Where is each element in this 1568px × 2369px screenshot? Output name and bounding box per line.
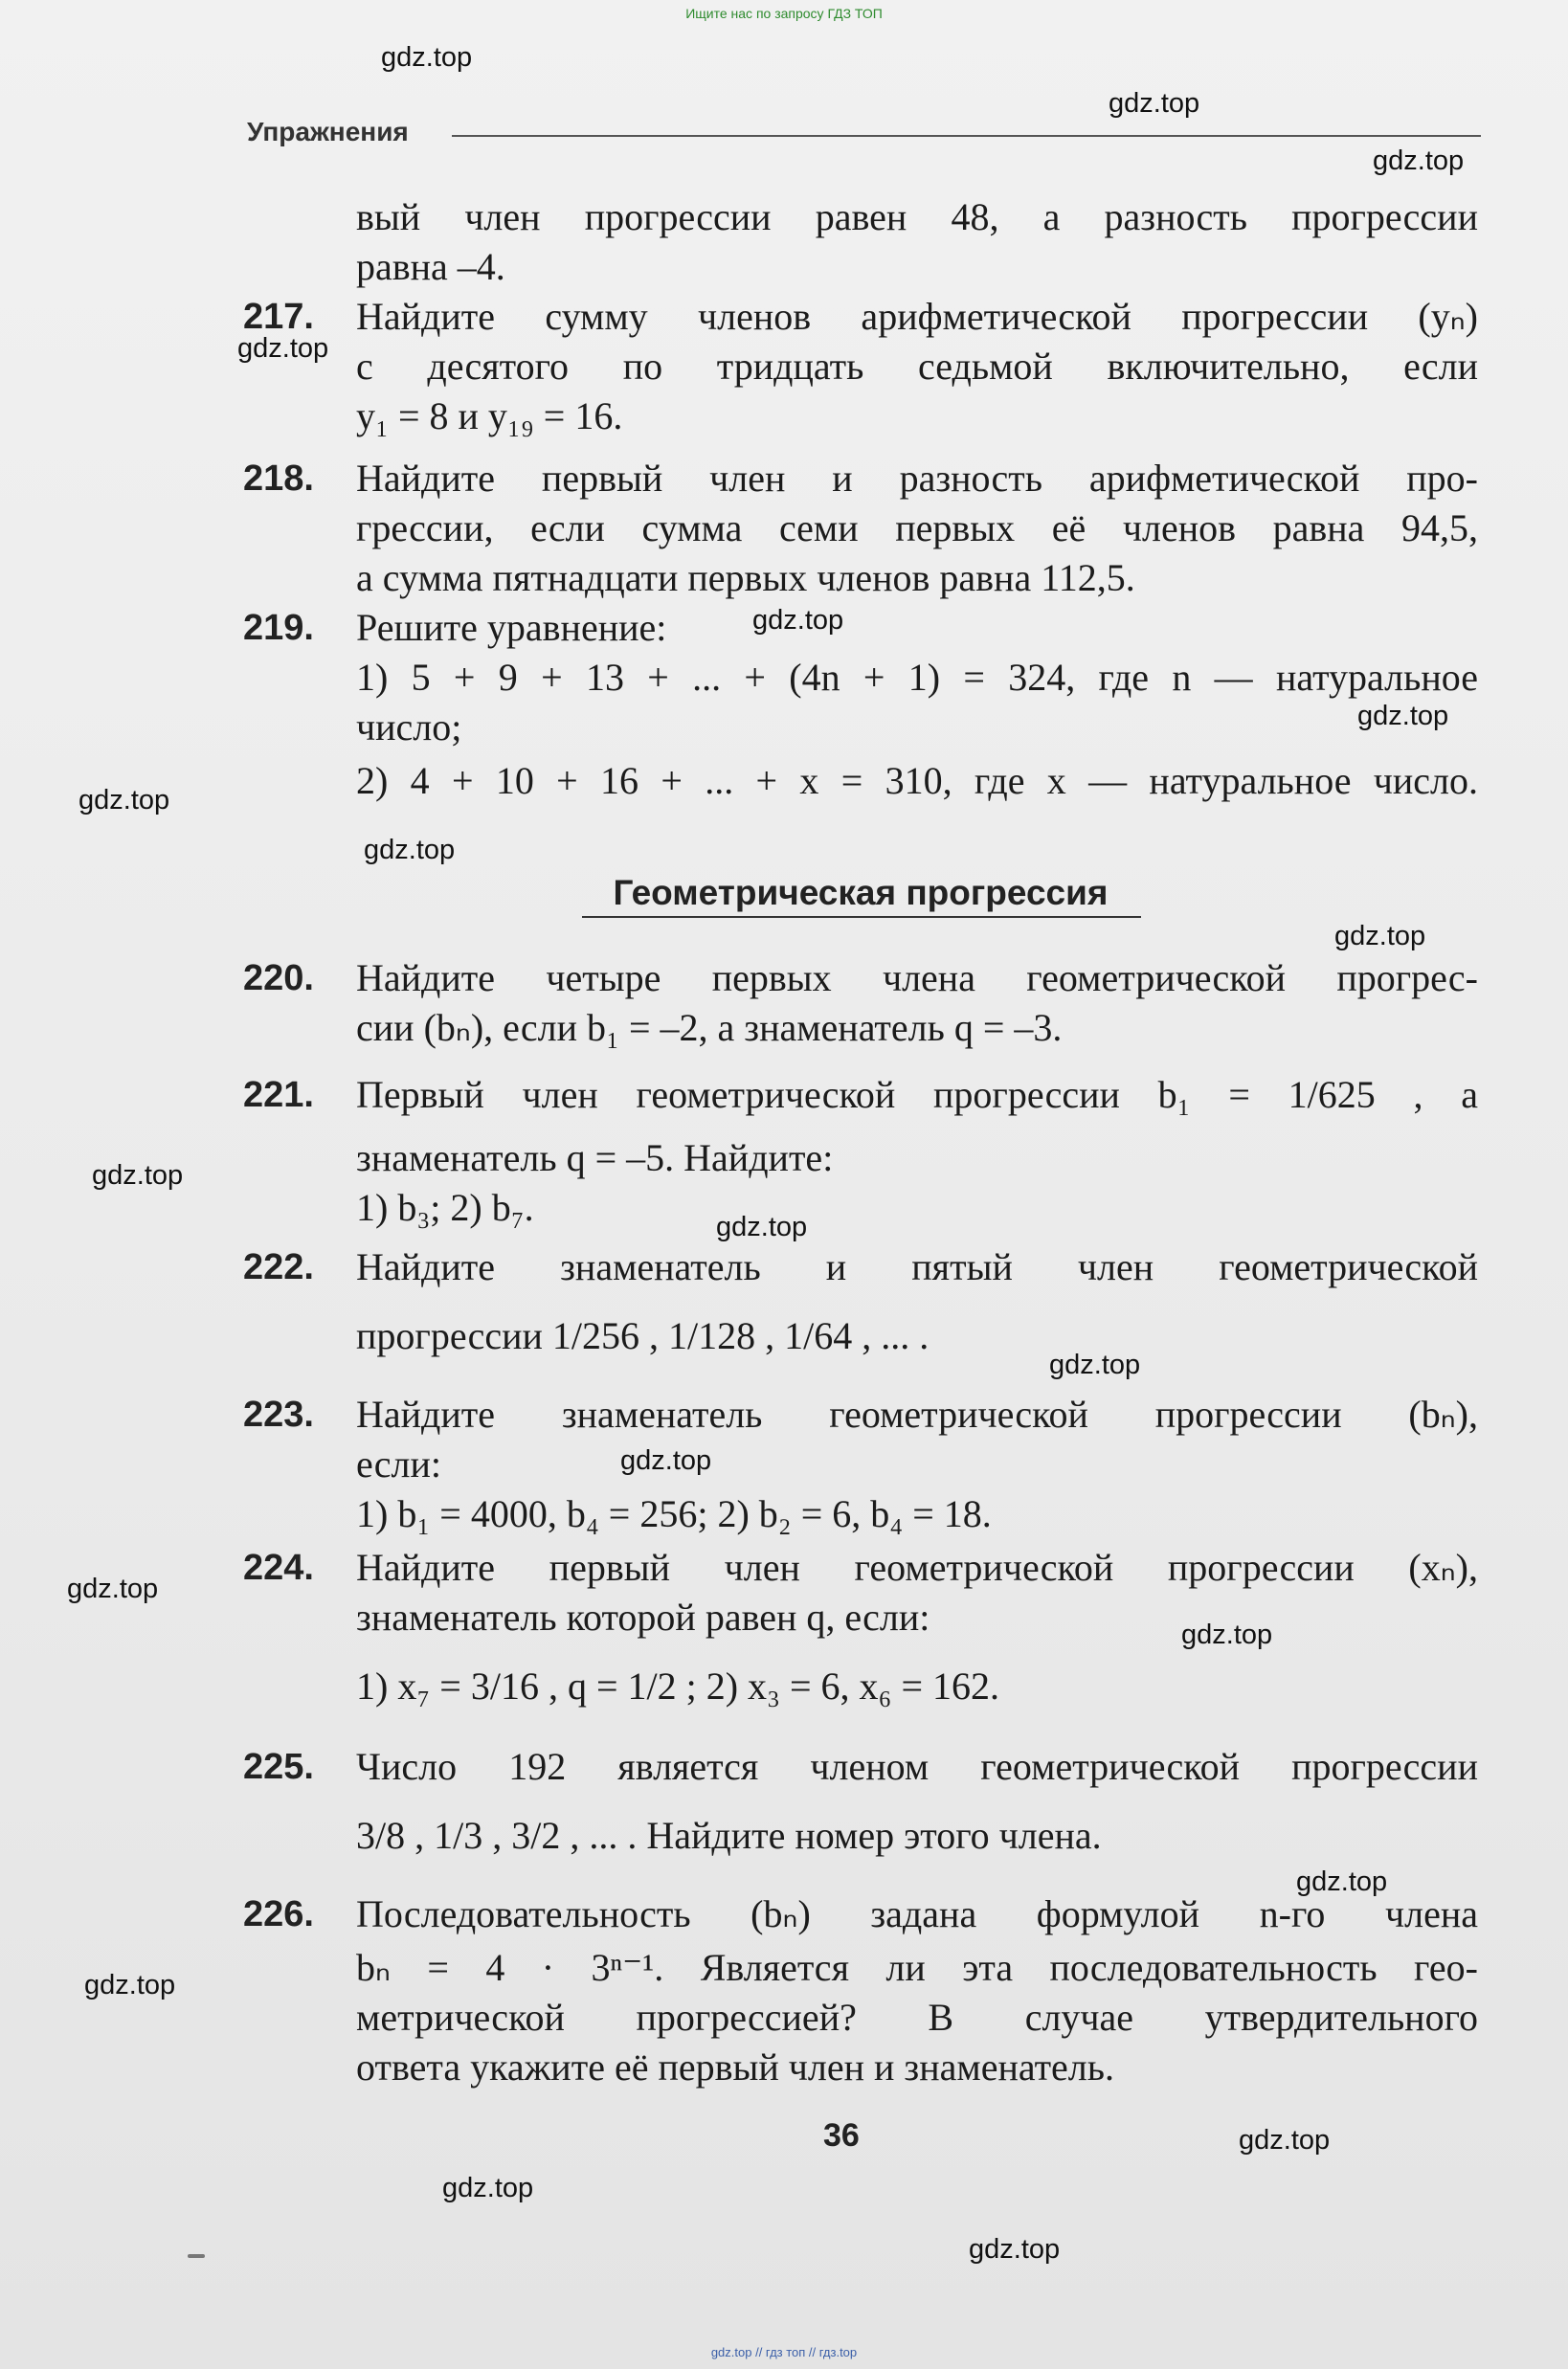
exercise-line: 1) b₃; 2) b₇.: [356, 1186, 534, 1229]
watermark: gdz.top: [67, 1574, 159, 1604]
exercise-number: 222.: [243, 1247, 314, 1287]
exercise-line: прогрессии 1/256 , 1/128 , 1/64 , ... .: [356, 1314, 930, 1357]
exercise-line: с десятого по тридцать седьмой включительно, если: [356, 345, 1478, 388]
watermark: gdz.top: [716, 1212, 808, 1242]
watermark: gdz.top: [78, 785, 170, 816]
exercise-line: знаменатель которой равен q, если:: [356, 1596, 930, 1639]
exercise-number: 223.: [243, 1395, 314, 1435]
section-label: Упражнения: [247, 117, 409, 146]
watermark: gdz.top: [364, 835, 456, 865]
exercise-line: равна –4.: [356, 245, 505, 288]
watermark: gdz.top: [442, 2173, 534, 2203]
exercise-line: Найдите четыре первых члена геометрической прогрес-: [356, 956, 1478, 999]
exercise-number: 221.: [243, 1075, 314, 1115]
exercise-line: Найдите знаменатель геометрической прогрессии (bₙ),: [356, 1393, 1478, 1436]
exercise-line: Решите уравнение:: [356, 606, 667, 649]
exercise-number: 217.: [243, 297, 314, 337]
heading-underline: [582, 916, 1141, 918]
exercise-line: 3/8 , 1/3 , 3/2 , ... . Найдите номер этого члена.: [356, 1814, 1102, 1857]
exercise-line: а сумма пятнадцати первых членов равна 112,5.: [356, 556, 1135, 599]
exercise-line: Найдите сумму членов арифметической прогрессии (yₙ): [356, 295, 1478, 338]
exercise-number: 218.: [243, 458, 314, 499]
top-banner[interactable]: Ищите нас по запросу ГДЗ ТОП: [685, 6, 883, 21]
exercise-line: 1) b₁ = 4000, b₄ = 256; 2) b₂ = 6, b₄ = 18.: [356, 1492, 992, 1535]
exercise-number: 225.: [243, 1747, 314, 1787]
exercise-line: число;: [356, 705, 462, 749]
watermark: gdz.top: [1373, 145, 1465, 176]
exercise-number: 226.: [243, 1894, 314, 1934]
exercise-line: если:: [356, 1442, 441, 1486]
section-rule: [452, 135, 1481, 137]
exercise-line: Найдите первый член и разность арифметической про-: [356, 457, 1478, 500]
page-number: 36: [823, 2117, 860, 2154]
exercise-line: 1) x₇ = 3/16 , q = 1/2 ; 2) x₃ = 6, x₆ = 162.: [356, 1665, 1000, 1708]
exercise-line: 2) 4 + 10 + 16 + ... + x = 310, где x — натуральное число.: [356, 759, 1478, 802]
exercise-line: Первый член геометрической прогрессии b₁ = 1/625 , а: [356, 1073, 1478, 1116]
watermark: gdz.top: [237, 333, 329, 364]
watermark: gdz.top: [1181, 1620, 1273, 1650]
watermark: gdz.top: [620, 1445, 712, 1476]
exercise-line: Найдите первый член геометрической прогрессии (xₙ),: [356, 1546, 1478, 1589]
exercise-line: метрической прогрессией? В случае утвердительного: [356, 1996, 1478, 2039]
watermark: gdz.top: [92, 1160, 184, 1191]
watermark: gdz.top: [84, 1970, 176, 2000]
exercise-line: Найдите знаменатель и пятый член геометрической: [356, 1245, 1478, 1288]
watermark: gdz.top: [381, 42, 473, 73]
exercise-line: вый член прогрессии равен 48, а разность прогрессии: [356, 195, 1478, 238]
exercise-line: Число 192 является членом геометрической прогрессии: [356, 1745, 1478, 1788]
watermark: gdz.top: [752, 605, 844, 636]
exercise-number: 219.: [243, 608, 314, 648]
watermark: gdz.top: [1109, 88, 1200, 119]
watermark: gdz.top: [1239, 2125, 1331, 2156]
exercise-line: 1) 5 + 9 + 13 + ... + (4n + 1) = 324, где n — натуральное: [356, 656, 1478, 699]
exercise-line: грессии, если сумма семи первых её членов равна 94,5,: [356, 506, 1478, 549]
exercise-line: сии (bₙ), если b₁ = –2, а знаменатель q = –3.: [356, 1006, 1063, 1049]
exercise-number: 220.: [243, 958, 314, 998]
section-heading: Геометрическая прогрессия: [613, 873, 1109, 912]
watermark: gdz.top: [1334, 921, 1426, 951]
bottom-banner[interactable]: gdz.top // гдз топ // гдз.top: [710, 2345, 858, 2359]
exercise-line: знаменатель q = –5. Найдите:: [356, 1136, 834, 1179]
watermark: gdz.top: [969, 2234, 1061, 2265]
exercise-number: 224.: [243, 1548, 314, 1588]
watermark: gdz.top: [1357, 701, 1449, 731]
watermark: gdz.top: [1049, 1350, 1141, 1380]
exercise-line: y₁ = 8 и y₁₉ = 16.: [356, 394, 623, 437]
scan-blemish: [188, 2254, 205, 2258]
exercise-line: Последовательность (bₙ) задана формулой n-го члена: [356, 1892, 1478, 1935]
exercise-line: ответа укажите её первый член и знаменатель.: [356, 2045, 1115, 2089]
exercise-line: bₙ = 4 · 3ⁿ⁻¹. Является ли эта последовательность гео-: [356, 1946, 1478, 1989]
watermark: gdz.top: [1296, 1866, 1388, 1897]
